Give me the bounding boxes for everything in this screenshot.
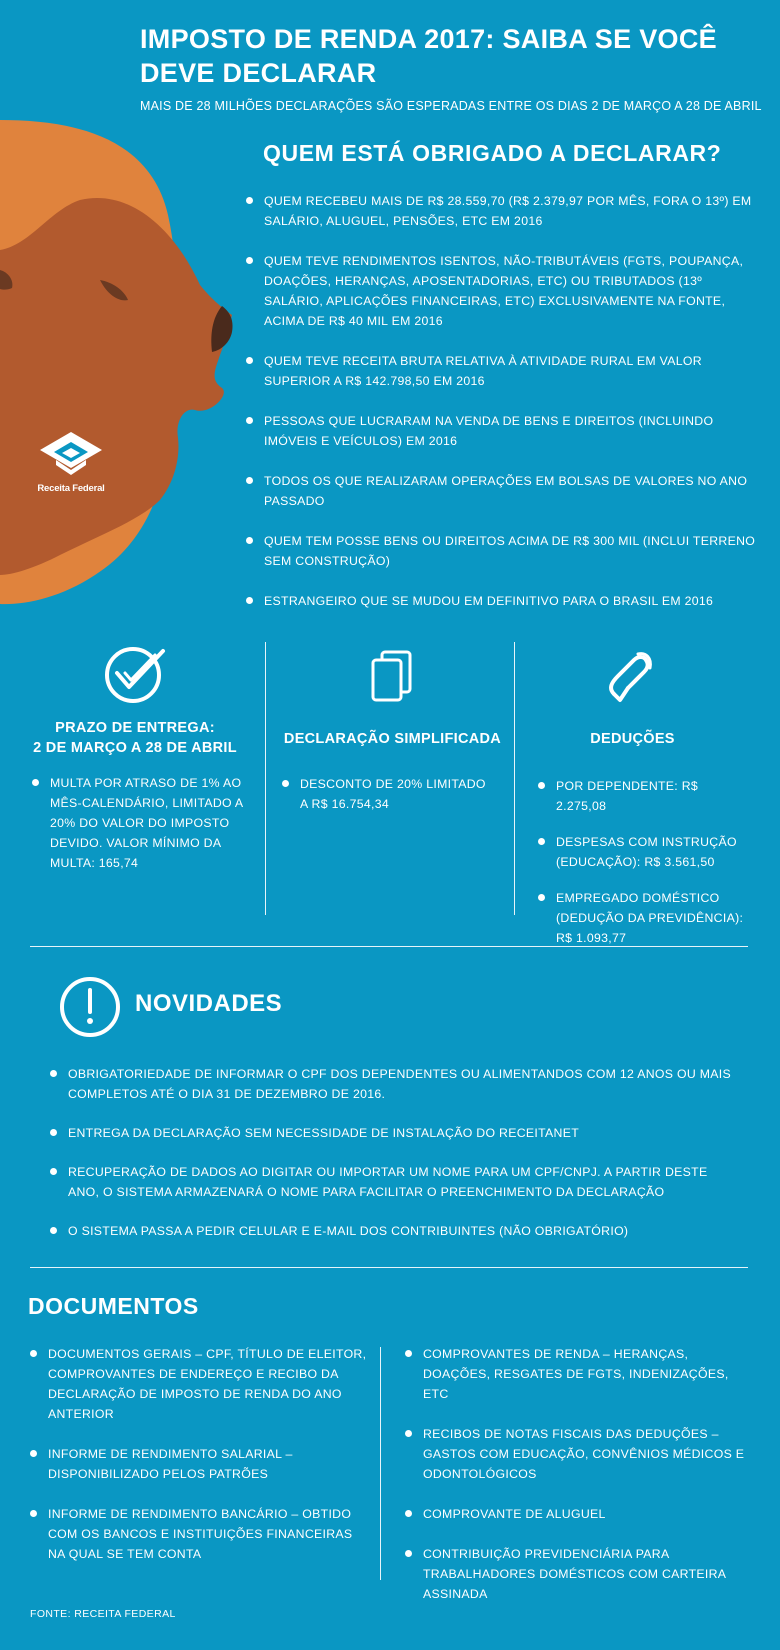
prazo-title-line1: PRAZO DE ENTREGA: xyxy=(55,720,215,736)
pencil-edit-icon xyxy=(606,650,656,706)
logo-text: Receita Federal xyxy=(37,483,105,494)
list-item: DESCONTO DE 20% LIMITADO A R$ 16.754,34 xyxy=(282,774,487,814)
list-item: DOCUMENTOS GERAIS – CPF, TÍTULO DE ELEITOR, COMPROVANTES DE ENDEREÇO E RECIBO DA DECLARAÇÃO DE IMPOSTO DE RENDA DO ANO ANTERIOR xyxy=(30,1344,370,1424)
documentos-left-list xyxy=(30,1344,370,1584)
documentos-heading: DOCUMENTOS xyxy=(28,1293,199,1319)
list-item: INFORME DE RENDIMENTO SALARIAL – DISPONIBILIZADO PELOS PATRÕES xyxy=(30,1444,370,1484)
deducoes-title: DEDUÇÕES xyxy=(590,731,675,747)
list-item: ENTREGA DA DECLARAÇÃO SEM NECESSIDADE DE INSTALAÇÃO DO RECEITANET xyxy=(50,1123,740,1143)
documentos-right-list xyxy=(405,1344,755,1624)
section-divider xyxy=(30,1267,748,1268)
check-circle-icon xyxy=(103,645,167,703)
list-item: MULTA POR ATRASO DE 1% AO MÊS-CALENDÁRIO, LIMITADO A 20% DO VALOR DO IMPOSTO DEVIDO. VALOR MÍNIMO DA MULTA: 165,74 xyxy=(32,773,248,873)
list-item: O SISTEMA PASSA A PEDIR CELULAR E E-MAIL DOS CONTRIBUINTES (NÃO OBRIGATÓRIO) xyxy=(50,1221,740,1241)
novidades-heading: NOVIDADES xyxy=(135,990,283,1017)
prazo-title-line2: 2 DE MARÇO A 28 DE ABRIL xyxy=(33,740,237,756)
list-item: DESPESAS COM INSTRUÇÃO (EDUCAÇÃO): R$ 3.561,50 xyxy=(538,832,748,872)
deducoes-list xyxy=(538,776,748,964)
lion-face-shape xyxy=(0,198,232,575)
list-item: POR DEPENDENTE: R$ 2.275,08 xyxy=(538,776,748,816)
exclamation-circle-icon xyxy=(58,975,122,1039)
column-divider xyxy=(514,642,515,915)
lion-illustration xyxy=(0,120,240,605)
page-subtitle: MAIS DE 28 MILHÕES DECLARAÇÕES SÃO ESPERADAS ENTRE OS DIAS 2 DE MARÇO A 28 DE ABRIL xyxy=(140,99,762,113)
page-title: IMPOSTO DE RENDA 2017: SAIBA SE VOCÊ DEVE DECLARAR xyxy=(140,24,717,88)
list-item: TODOS OS QUE REALIZARAM OPERAÇÕES EM BOLSAS DE VALORES NO ANO PASSADO xyxy=(246,471,756,511)
source-note: FONTE: RECEITA FEDERAL xyxy=(30,1608,176,1620)
list-item: PESSOAS QUE LUCRARAM NA VENDA DE BENS E DIREITOS (INCLUINDO IMÓVEIS E VEÍCULOS) EM 2016 xyxy=(246,411,756,451)
list-item: COMPROVANTE DE ALUGUEL xyxy=(405,1504,755,1524)
list-item: QUEM TEVE RECEITA BRUTA RELATIVA À ATIVIDADE RURAL EM VALOR SUPERIOR A R$ 142.798,50 EM 2016 xyxy=(246,351,756,391)
list-item: QUEM TEM POSSE BENS OU DIREITOS ACIMA DE R$ 300 MIL (INCLUI TERRENO SEM CONSTRUÇÃO) xyxy=(246,531,756,571)
list-item: COMPROVANTES DE RENDA – HERANÇAS, DOAÇÕES, RESGATES DE FGTS, INDENIZAÇÕES, ETC xyxy=(405,1344,755,1404)
list-item: RECUPERAÇÃO DE DADOS AO DIGITAR OU IMPORTAR UM NOME PARA UM CPF/CNPJ. A PARTIR DESTE ANO, O SISTEMA ARMAZENARÁ O NOME PARA FACILITAR O PREENCHIMENTO DA DECLARAÇÃO xyxy=(50,1162,740,1202)
document-copy-icon xyxy=(370,650,414,704)
section-divider xyxy=(30,946,748,947)
column-divider xyxy=(380,1347,381,1580)
column-divider xyxy=(265,642,266,915)
list-item: INFORME DE RENDIMENTO BANCÁRIO – OBTIDO COM OS BANCOS E INSTITUIÇÕES FINANCEIRAS NA QUAL SE TEM CONTA xyxy=(30,1504,370,1564)
prazo-title xyxy=(20,718,250,758)
simplificada-title: DECLARAÇÃO SIMPLIFICADA xyxy=(283,731,502,747)
quem-list xyxy=(246,191,756,611)
novidades-list xyxy=(50,1064,740,1260)
receita-federal-logo xyxy=(36,430,106,494)
list-item: QUEM RECEBEU MAIS DE R$ 28.559,70 (R$ 2.379,97 POR MÊS, FORA O 13º) EM SALÁRIO, ALUGUEL, PENSÕES, ETC EM 2016 xyxy=(246,191,756,231)
quem-heading: QUEM ESTÁ OBRIGADO A DECLARAR? xyxy=(263,140,722,166)
simplificada-list xyxy=(282,774,487,830)
list-item: EMPREGADO DOMÉSTICO (DEDUÇÃO DA PREVIDÊNCIA): R$ 1.093,77 xyxy=(538,888,748,948)
list-item: CONTRIBUIÇÃO PREVIDENCIÁRIA PARA TRABALHADORES DOMÉSTICOS COM CARTEIRA ASSINADA xyxy=(405,1544,755,1604)
list-item: QUEM TEVE RENDIMENTOS ISENTOS, NÃO-TRIBUTÁVEIS (FGTS, POUPANÇA, DOAÇÕES, HERANÇAS, APOSENTADORIAS, ETC) OU TRIBUTADOS (13º SALÁRIO, APLICAÇÕES FINANCEIRAS, ETC) EXCLUSIVAMENTE NA FONTE, ACIMA DE R$ 40 MIL EM 2016 xyxy=(246,251,756,331)
prazo-list xyxy=(32,773,248,889)
list-item: OBRIGATORIEDADE DE INFORMAR O CPF DOS DEPENDENTES OU ALIMENTANDOS COM 12 ANOS OU MAIS COMPLETOS ATÉ O DIA 31 DE DEZEMBRO DE 2016. xyxy=(50,1064,740,1104)
receita-federal-logo-icon xyxy=(36,430,106,476)
list-item: RECIBOS DE NOTAS FISCAIS DAS DEDUÇÕES – GASTOS COM EDUCAÇÃO, CONVÊNIOS MÉDICOS E ODONTOLÓGICOS xyxy=(405,1424,755,1484)
list-item: ESTRANGEIRO QUE SE MUDOU EM DEFINITIVO PARA O BRASIL EM 2016 xyxy=(246,591,756,611)
